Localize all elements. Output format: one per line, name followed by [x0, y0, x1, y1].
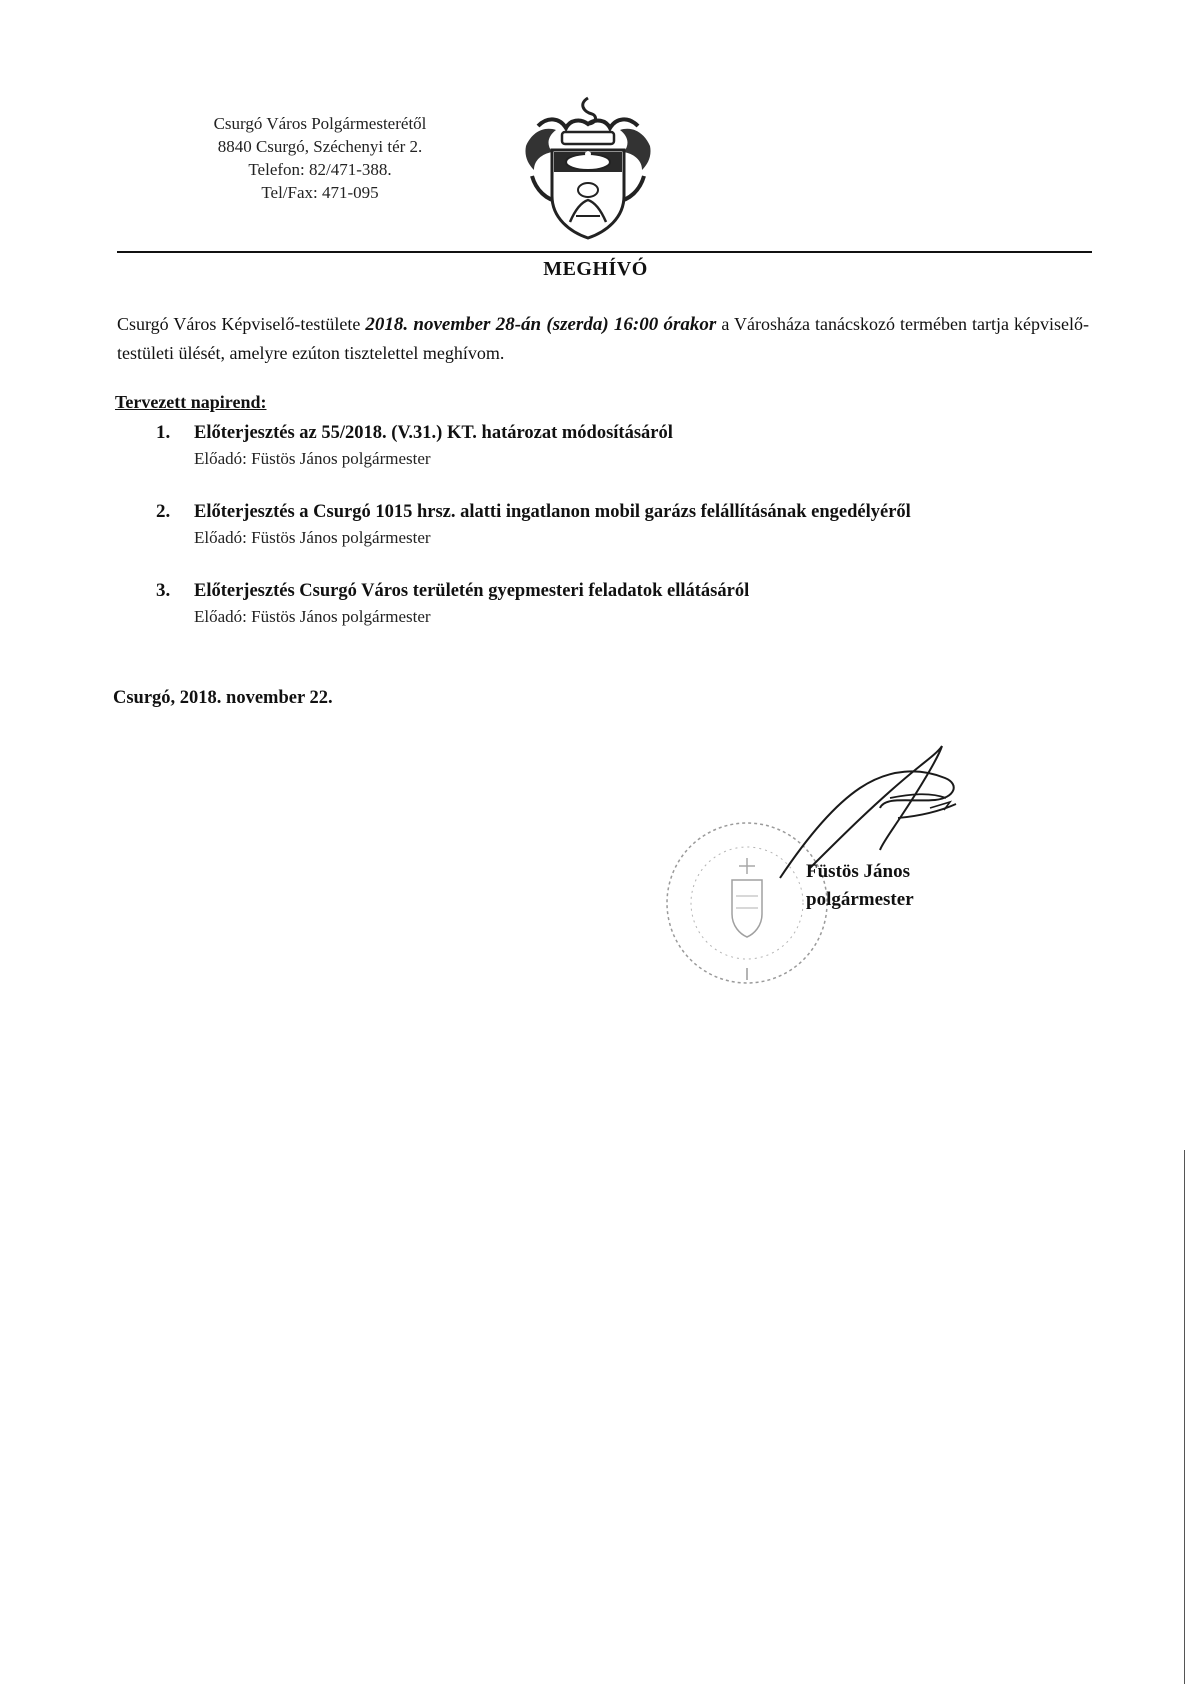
agenda-item-number: 3. — [156, 580, 171, 601]
invitation-text-start: Csurgó Város Képviselő-testülete — [117, 314, 366, 334]
invitation-text — [117, 310, 1089, 368]
invitation-text-end: a Városháza tanácskozó termében tartja képviselő-testületi ülését, amelyre ezúton tisztelettel meghívom. — [117, 314, 1089, 363]
letterhead-address: 8840 Csurgó, Széchenyi tér 2. — [217, 137, 423, 156]
agenda-list — [150, 420, 1090, 657]
letterhead-office: Csurgó Város Polgármesterétől — [213, 114, 427, 133]
agenda-item-title: Előterjesztés az 55/2018. (V.31.) KT. határozat módosításáról — [194, 423, 673, 443]
header-divider — [117, 251, 1092, 253]
meeting-datetime: 2018. november 28-án (szerda) 16:00 órakor — [365, 314, 717, 335]
agenda-item-presenter: Előadó: Füstös János polgármester — [194, 449, 431, 468]
agenda-item — [150, 578, 1090, 629]
agenda-item-title: Előterjesztés a Csurgó 1015 hrsz. alatti ingatlanon mobil garázs felállításának engedélyéről — [194, 502, 911, 522]
agenda-item-title: Előterjesztés Csurgó Város területén gyepmesteri feladatok ellátásáról — [194, 581, 750, 601]
agenda-item-presenter: Előadó: Füstös János polgármester — [194, 607, 431, 626]
letterhead-fax: Tel/Fax: 471-095 — [261, 183, 379, 202]
agenda-item-presenter: Előadó: Füstös János polgármester — [194, 528, 431, 547]
agenda-item — [150, 499, 1090, 550]
agenda-item-number: 2. — [156, 501, 171, 522]
signer-position: polgármester — [806, 889, 914, 910]
signature-block — [806, 858, 914, 914]
letterhead — [170, 112, 470, 204]
agenda-item — [150, 420, 1090, 471]
signer-name: Füstös János — [806, 861, 910, 882]
scan-edge-line — [1184, 1150, 1185, 1684]
letterhead-phone: Telefon: 82/471-388. — [248, 160, 392, 179]
place-and-date: Csurgó, 2018. november 22. — [113, 688, 333, 708]
document-title: MEGHÍVÓ — [543, 258, 648, 280]
agenda-item-number: 1. — [156, 422, 171, 443]
coat-of-arms-icon — [518, 92, 658, 242]
agenda-heading: Tervezett napirend: — [115, 392, 267, 412]
